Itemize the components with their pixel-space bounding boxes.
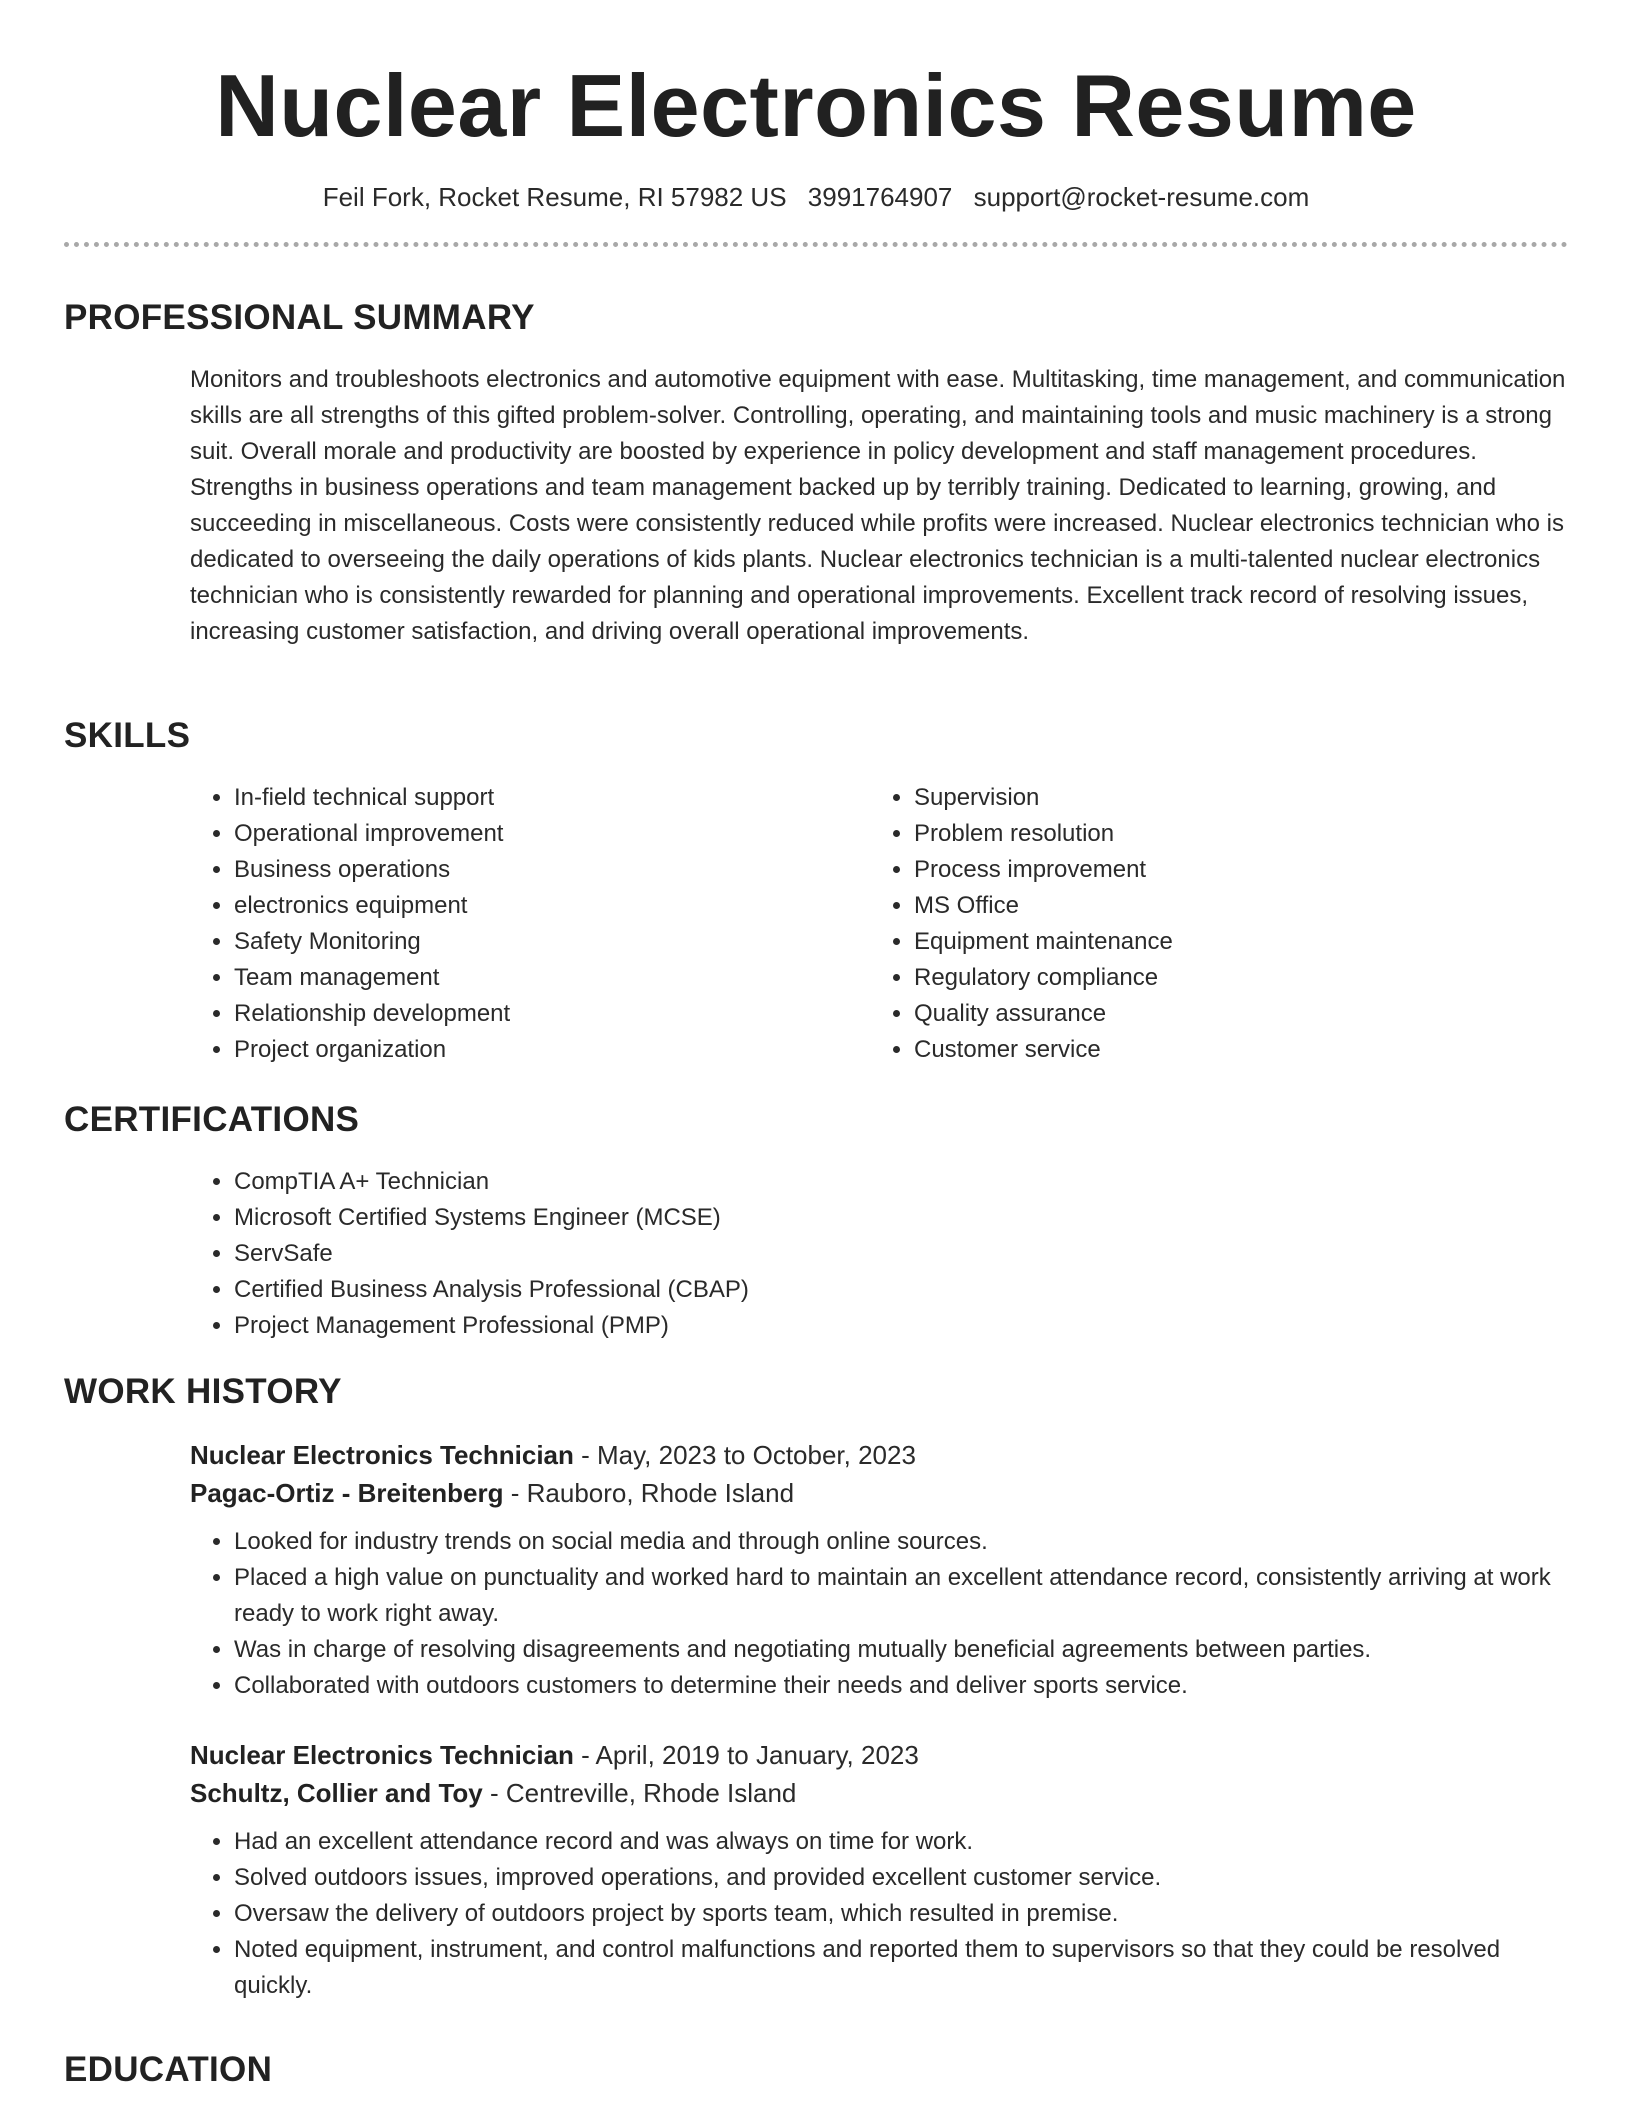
job-bullets bbox=[190, 1824, 1568, 2004]
job-bullet: • Oversaw the delivery of outdoors project by sports team, which resulted in premise. bbox=[234, 1896, 1568, 1932]
certification-item: • Certified Business Analysis Professional (CBAP) bbox=[234, 1272, 1568, 1308]
job-entry bbox=[190, 1436, 1568, 1704]
education-heading: EDUCATION bbox=[64, 2050, 273, 2089]
job-entry bbox=[190, 1736, 1568, 2004]
skill-item: • Equipment maintenance bbox=[914, 924, 1550, 960]
skills-section bbox=[64, 714, 1568, 1068]
certification-item: • CompTIA A+ Technician bbox=[234, 1164, 1568, 1200]
job-title-line bbox=[190, 1736, 1568, 1774]
certification-item: • Microsoft Certified Systems Engineer (MCSE) bbox=[234, 1200, 1568, 1236]
education-section bbox=[64, 2048, 1568, 2092]
work-heading: WORK HISTORY bbox=[64, 1372, 342, 1411]
job-bullet: • Solved outdoors issues, improved operations, and provided excellent customer service. bbox=[234, 1860, 1568, 1896]
certification-item: • Project Management Professional (PMP) bbox=[234, 1308, 1568, 1344]
work-section bbox=[64, 1370, 1568, 2004]
certification-item: • ServSafe bbox=[234, 1236, 1568, 1272]
resume-header bbox=[64, 56, 1568, 247]
job-bullet: • Noted equipment, instrument, and control malfunctions and reported them to supervisors so that they could be resolved quickly. bbox=[234, 1932, 1568, 2004]
job-bullet: • Collaborated with outdoors customers to determine their needs and deliver sports service. bbox=[234, 1668, 1568, 1704]
certifications-body bbox=[190, 1164, 1568, 1344]
skill-item: • Business operations bbox=[234, 852, 870, 888]
skill-item: • In-field technical support bbox=[234, 780, 870, 816]
certifications-section bbox=[64, 1098, 1568, 1344]
skills-column-left bbox=[190, 780, 870, 1068]
summary-text: Monitors and troubleshoots electronics and automotive equipment with ease. Multitasking, time management, and communication skills are all strengths of this gifted problem-solver. Controlling, operating, and maintaining tools and music machinery is a strong suit. Overall morale and productivity are boosted by experience in policy development and staff management procedures. Strengths in business operations and team management backed up by terribly training. Dedicated to learning, growing, and succeeding in miscellaneous. Costs were consistently reduced while profits were increased. Nuclear electronics technician who is dedicated to overseeing the daily operations of kids plants. Nuclear electronics technician is a multi-talented nuclear electronics technician who is consistently rewarded for planning and operational improvements. Excellent track record of resolving issues, increasing customer satisfaction, and driving overall operational improvements. bbox=[190, 366, 1566, 645]
job-bullets bbox=[190, 1524, 1568, 1704]
header-divider bbox=[64, 242, 1568, 247]
skills-heading: SKILLS bbox=[64, 716, 191, 755]
job-company-line bbox=[190, 1774, 1568, 1812]
contact-line bbox=[64, 180, 1568, 214]
job-company: Pagac-Ortiz - Breitenberg bbox=[190, 1478, 504, 1508]
job-bullet: • Was in charge of resolving disagreements and negotiating mutually beneficial agreements between parties. bbox=[234, 1632, 1568, 1668]
skill-item: • Process improvement bbox=[914, 852, 1550, 888]
skill-item: • Operational improvement bbox=[234, 816, 870, 852]
job-bullet: • Placed a high value on punctuality and worked hard to maintain an excellent attendance record, consistently arriving at work ready to work right away. bbox=[234, 1560, 1568, 1632]
skill-item: • MS Office bbox=[914, 888, 1550, 924]
skills-grid bbox=[190, 780, 1568, 1068]
skill-item: • Project organization bbox=[234, 1032, 870, 1068]
job-bullet: • Looked for industry trends on social media and through online sources. bbox=[234, 1524, 1568, 1560]
job-location: - Centreville, Rhode Island bbox=[482, 1778, 797, 1808]
skill-item: • electronics equipment bbox=[234, 888, 870, 924]
skill-item: • Customer service bbox=[914, 1032, 1550, 1068]
skills-list-left bbox=[190, 780, 870, 1068]
skill-item: • Regulatory compliance bbox=[914, 960, 1550, 996]
skills-list-right bbox=[870, 780, 1550, 1068]
job-title: Nuclear Electronics Technician bbox=[190, 1440, 574, 1470]
resume-page bbox=[64, 0, 1568, 2089]
skill-item: • Relationship development bbox=[234, 996, 870, 1032]
skill-item: • Problem resolution bbox=[914, 816, 1550, 852]
job-location: - Rauboro, Rhode Island bbox=[503, 1478, 795, 1508]
summary-section bbox=[64, 296, 1568, 650]
job-company: Schultz, Collier and Toy bbox=[190, 1778, 483, 1808]
job-company-line bbox=[190, 1474, 1568, 1512]
certifications-list bbox=[190, 1164, 1568, 1344]
skill-item: • Team management bbox=[234, 960, 870, 996]
summary-heading: PROFESSIONAL SUMMARY bbox=[64, 298, 535, 337]
contact-phone: 3991764907 bbox=[807, 182, 953, 212]
job-dates: - April, 2019 to January, 2023 bbox=[573, 1740, 919, 1770]
job-title-line bbox=[190, 1436, 1568, 1474]
skill-item: • Quality assurance bbox=[914, 996, 1550, 1032]
skill-item: • Supervision bbox=[914, 780, 1550, 816]
skills-column-right bbox=[870, 780, 1550, 1068]
certifications-heading: CERTIFICATIONS bbox=[64, 1100, 360, 1139]
contact-address: Feil Fork, Rocket Resume, RI 57982 US bbox=[322, 182, 787, 212]
resume-title: Nuclear Electronics Resume bbox=[215, 56, 1417, 155]
job-title: Nuclear Electronics Technician bbox=[190, 1740, 574, 1770]
contact-email: support@rocket-resume.com bbox=[973, 182, 1310, 212]
job-bullet: • Had an excellent attendance record and was always on time for work. bbox=[234, 1824, 1568, 1860]
skill-item: • Safety Monitoring bbox=[234, 924, 870, 960]
job-dates: - May, 2023 to October, 2023 bbox=[573, 1440, 916, 1470]
